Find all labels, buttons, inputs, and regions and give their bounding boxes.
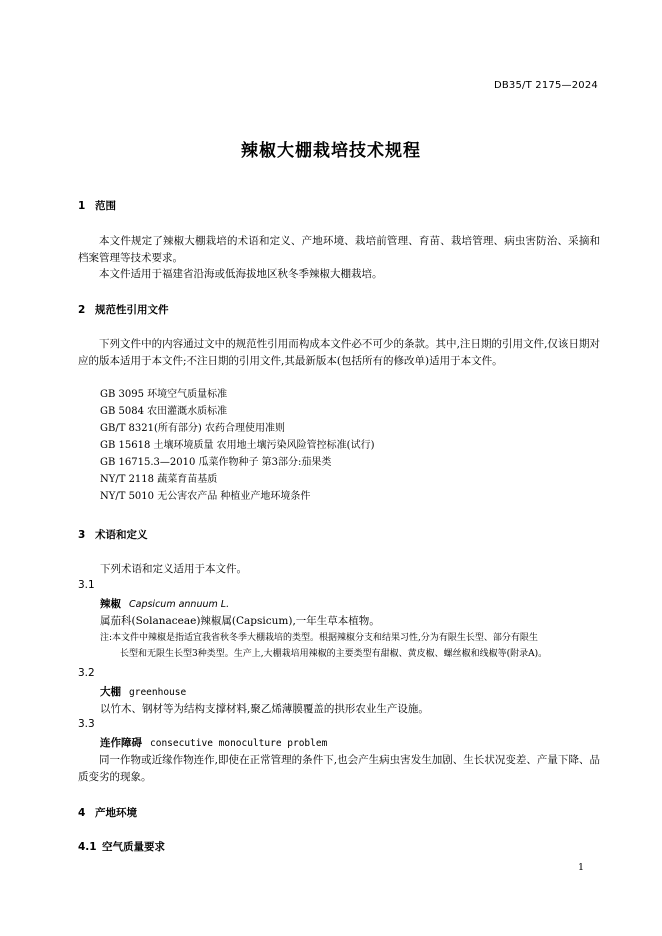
section-4-title: 产地环境	[95, 807, 137, 819]
reference-item: NY/T 5010 无公害农产品 种植业产地环境条件	[100, 491, 311, 502]
section-2-heading	[78, 302, 169, 317]
document-title: 辣椒大棚栽培技术规程	[241, 141, 421, 161]
standard-code: DB35/T 2175—2024	[493, 80, 598, 91]
section-1-number: 1	[78, 200, 86, 212]
term-3-1-english: Capsicum annuum L.	[129, 599, 230, 610]
section-1-heading	[78, 198, 116, 213]
section-2-number: 2	[78, 304, 86, 316]
term-3-2-number: 3.2	[78, 667, 95, 679]
term-3-1-number: 3.1	[78, 579, 95, 591]
section-3-title: 术语和定义	[95, 529, 148, 541]
section-4-1-number: 4.1	[78, 841, 97, 853]
term-3-3-number: 3.3	[78, 718, 95, 730]
term-3-3-english: consecutive monoculture problem	[150, 738, 328, 749]
section-3-intro: 下列术语和定义适用于本文件。	[100, 563, 247, 575]
term-3-2-title	[100, 684, 186, 701]
term-3-1-title	[100, 596, 229, 613]
section-4-1-heading	[78, 839, 165, 854]
section-4-number: 4	[78, 807, 86, 819]
section-2-para-1: 下列文件中的内容通过文中的规范性引用而构成本文件必不可少的条款。其中,注日期的引用文件,仅该日期对应的版本适用于本文件;不注日期的引用文件,其最新版本(包括所有的修改单)适用于本文件。	[78, 338, 600, 367]
term-3-1-chinese: 辣椒	[100, 598, 121, 610]
reference-item: GB 16715.3—2010 瓜菜作物种子 第3部分:茄果类	[100, 457, 332, 468]
term-3-2-english: greenhouse	[129, 687, 187, 698]
section-4-heading	[78, 805, 137, 820]
term-3-1-note-line-1: 注:本文件中辣椒是指适宜我省秋冬季大棚栽培的类型。根据辣椒分支和结果习性,分为有限生长型、部分有限生	[100, 633, 538, 643]
section-3-heading	[78, 527, 148, 542]
reference-item: GB/T 8321(所有部分) 农药合理使用准则	[100, 423, 285, 434]
section-1-para-1: 本文件规定了辣椒大棚栽培的术语和定义、产地环境、栽培前管理、育苗、栽培管理、病虫害防治、采摘和档案管理等技术要求。	[78, 235, 600, 264]
page-number: 1	[577, 862, 584, 873]
section-1-title: 范围	[95, 200, 116, 212]
term-3-3-chinese: 连作障碍	[100, 737, 142, 749]
reference-item: GB 15618 土壤环境质量 农用地土壤污染风险管控标准(试行)	[100, 440, 375, 451]
section-2-title: 规范性引用文件	[95, 304, 169, 316]
reference-item: GB 3095 环境空气质量标准	[100, 389, 228, 400]
term-3-3-title	[100, 735, 327, 752]
section-4-1-title: 空气质量要求	[102, 841, 165, 853]
reference-item: NY/T 2118 蔬菜育苗基质	[100, 474, 218, 485]
term-3-2-definition: 以竹木、钢材等为结构支撑材料,聚乙烯薄膜覆盖的拱形农业生产设施。	[100, 703, 429, 715]
term-3-3-definition: 同一作物或近缘作物连作,即使在正常管理的条件下,也会产生病虫害发生加剧、生长状况变差、产量下降、品质变劣的现象。	[78, 754, 600, 783]
term-3-1-note-line-2: 长型和无限生长型3种类型。生产上,大棚栽培用辣椒的主要类型有甜椒、黄皮椒、螺丝椒和线椒等(附录A)。	[120, 649, 548, 659]
reference-item: GB 5084 农田灌溉水质标准	[100, 406, 228, 417]
term-3-1-definition: 属茄科(Solanaceae)辣椒属(Capsicum),一年生草本植物。	[100, 615, 380, 627]
term-3-2-chinese: 大棚	[100, 686, 121, 698]
term-3-1-note	[100, 630, 600, 662]
section-1-para-2: 本文件适用于福建省沿海或低海拔地区秋冬季辣椒大棚栽培。	[99, 268, 383, 280]
section-3-number: 3	[78, 529, 86, 541]
